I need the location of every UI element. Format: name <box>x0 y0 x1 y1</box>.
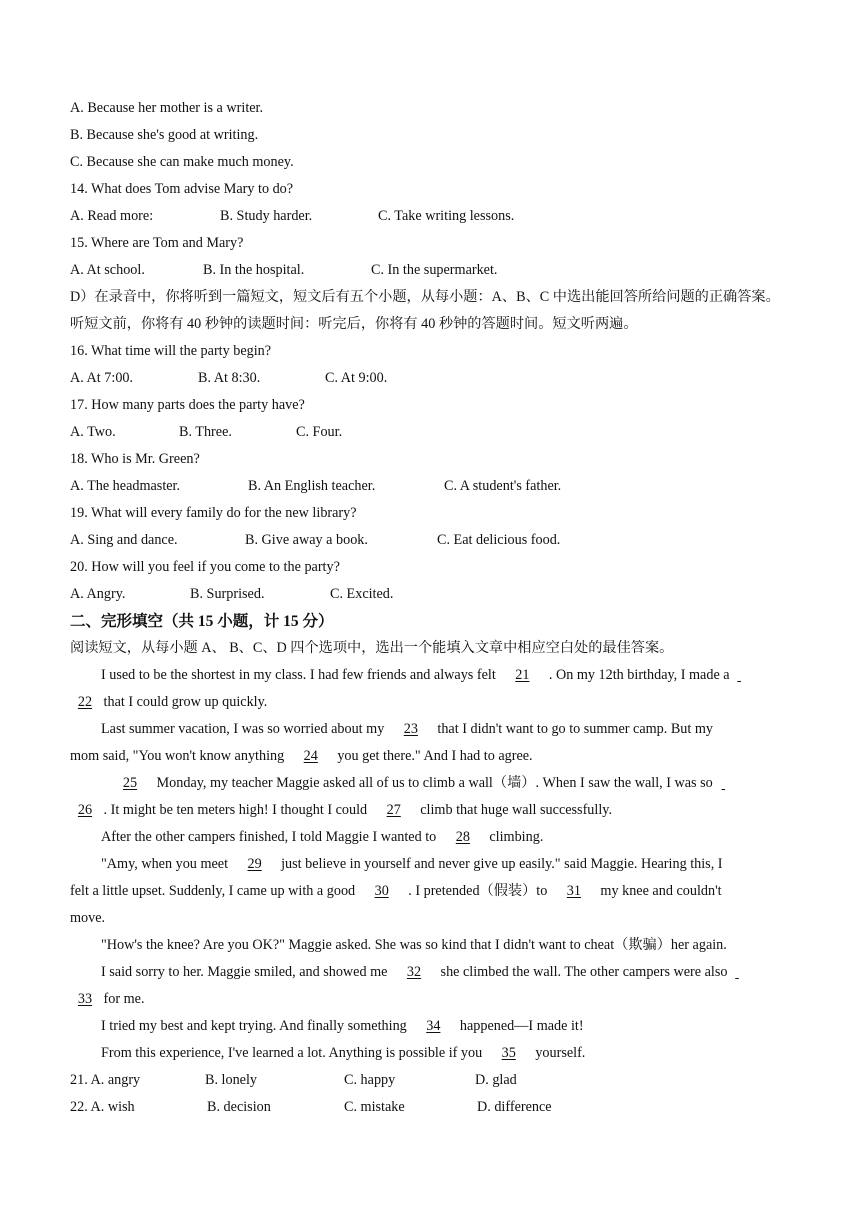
passage-line: 22 that I could grow up quickly. <box>70 692 800 719</box>
option-c: C. In the supermarket. <box>371 262 498 278</box>
q15-question: 15. Where are Tom and Mary? <box>70 235 244 251</box>
q21-option-a: 21. A. angry <box>70 1072 141 1088</box>
q21-option-b: B. lonely <box>205 1072 258 1088</box>
option-b: B. An English teacher. <box>248 478 376 494</box>
section-two-instruction: 阅读短文，从每小题 A、 B、C、D 四个选项中，选出一个能填入文章中相应空白处的最佳答案。 <box>70 640 674 656</box>
blank-25: 25 <box>122 775 138 791</box>
passage-line: From this experience, I've learned a lot. Anything is possible if you 35 yourself. <box>70 1043 800 1070</box>
section-d-instruction-line1: D）在录音中，你将听到一篇短文，短文后有五个小题，从每小题：A、B、C 中选出能回答所给问题的正确答案。 <box>70 289 780 305</box>
blank-34: 34 <box>426 1018 441 1034</box>
blank-23: 23 <box>403 721 418 737</box>
q22-option-c: C. mistake <box>344 1099 405 1115</box>
blank-21: 21 <box>515 667 530 683</box>
blank-27: 27 <box>386 802 401 818</box>
blank-31: 31 <box>566 883 581 899</box>
option-c: C. A student's father. <box>444 478 562 494</box>
passage-line: "Amy, when you meet 29 just believe in yourself and never give up easily." said Maggie. Hearing this, I <box>70 854 800 881</box>
blank-28: 28 <box>455 829 470 845</box>
q17-question: 17. How many parts does the party have? <box>70 397 305 413</box>
option-c: C. Eat delicious food. <box>437 532 561 548</box>
q22-option-b: B. decision <box>207 1099 271 1115</box>
blank-30: 30 <box>374 883 389 899</box>
option-a: A. Sing and dance. <box>70 532 178 548</box>
passage-line: felt a little upset. Suddenly, I came up with a good 30 . I pretended（假装）to 31 my knee and couldn't <box>70 881 800 908</box>
q15-options <box>70 260 800 287</box>
option-a: A. Two. <box>70 424 116 440</box>
q14-options <box>70 206 800 233</box>
q22-option-a: 22. A. wish <box>70 1099 135 1115</box>
q20-question: 20. How will you feel if you come to the party? <box>70 559 340 575</box>
passage-line: Last summer vacation, I was so worried about my 23 that I didn't want to go to summer camp. But my <box>70 719 800 746</box>
blank-22: 22 <box>77 694 93 710</box>
passage-line: move. <box>70 910 106 926</box>
option-c: C. Four. <box>296 424 343 440</box>
option-c: C. At 9:00. <box>325 370 388 386</box>
blank-24: 24 <box>303 748 318 764</box>
option-a: A. At 7:00. <box>70 370 134 386</box>
blank-26: 26 <box>77 802 93 818</box>
option-c: C. Take writing lessons. <box>378 208 515 224</box>
option-a: A. Angry. <box>70 586 126 602</box>
blank-33: 33 <box>77 991 93 1007</box>
blank-22-start <box>733 665 745 686</box>
passage-line: I said sorry to her. Maggie smiled, and showed me 32 she climbed the wall. The other campers were also <box>70 962 800 989</box>
q19-options <box>70 530 800 557</box>
q18-options <box>70 476 800 503</box>
q16-question: 16. What time will the party begin? <box>70 343 272 359</box>
passage-line: After the other campers finished, I told Maggie I wanted to 28 climbing. <box>70 827 800 854</box>
q21-option-d: D. glad <box>475 1072 517 1088</box>
option-b: B. Study harder. <box>220 208 313 224</box>
option-a: A. The headmaster. <box>70 478 181 494</box>
option-b: B. Surprised. <box>190 586 265 602</box>
option-b: B. In the hospital. <box>203 262 305 278</box>
q22-options <box>70 1097 800 1124</box>
q20-options <box>70 584 800 611</box>
passage-line: 25 Monday, my teacher Maggie asked all of us to climb a wall（墙）. When I saw the wall, I was so <box>70 773 800 800</box>
option-c: C. Excited. <box>330 586 394 602</box>
q13-option-c: C. Because she can make much money. <box>70 154 294 170</box>
exam-page <box>70 98 800 1124</box>
passage-line: I used to be the shortest in my class. I had few friends and always felt 21 . On my 12th birthday, I made a <box>70 665 800 692</box>
q13-option-b: B. Because she's good at writing. <box>70 127 259 143</box>
passage-line: 26 . It might be ten meters high! I thought I could 27 climb that huge wall successfully. <box>70 800 800 827</box>
passage-line: 33 for me. <box>70 989 800 1016</box>
option-a: A. At school. <box>70 262 145 278</box>
q16-options <box>70 368 800 395</box>
passage-line: mom said, "You won't know anything 24 you get there." And I had to agree. <box>70 746 800 773</box>
q17-options <box>70 422 800 449</box>
q22-option-d: D. difference <box>477 1099 552 1115</box>
passage-line: I tried my best and kept trying. And finally something 34 happened—I made it! <box>70 1016 800 1043</box>
blank-33-start <box>731 962 743 983</box>
q18-question: 18. Who is Mr. Green? <box>70 451 200 467</box>
option-a: A. Read more: <box>70 208 154 224</box>
blank-35: 35 <box>501 1045 516 1061</box>
option-b: B. Give away a book. <box>245 532 368 548</box>
blank-26-start <box>716 773 730 794</box>
q19-question: 19. What will every family do for the new library? <box>70 505 357 521</box>
section-two-heading: 二、完形填空（共 15 小题，计 15 分） <box>70 613 334 630</box>
blank-32: 32 <box>406 964 422 980</box>
q21-options <box>70 1070 800 1097</box>
option-b: B. Three. <box>179 424 232 440</box>
blank-29: 29 <box>247 856 262 872</box>
q14-question: 14. What does Tom advise Mary to do? <box>70 181 294 197</box>
q13-option-a: A. Because her mother is a writer. <box>70 100 264 116</box>
section-d-instruction-line2: 听短文前，你将有 40 秒钟的读题时间：听完后，你将有 40 秒钟的答题时间。短文听两遍。 <box>70 316 638 332</box>
passage-line: "How's the knee? Are you OK?" Maggie asked. She was so kind that I didn't want to cheat（欺骗）her again. <box>101 937 727 953</box>
q21-option-c: C. happy <box>344 1072 396 1088</box>
option-b: B. At 8:30. <box>198 370 261 386</box>
